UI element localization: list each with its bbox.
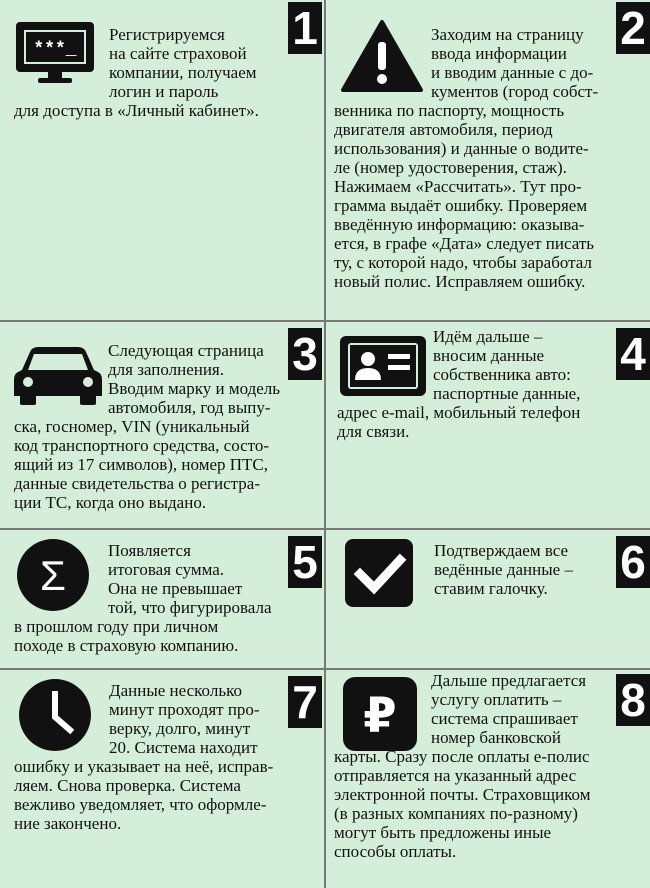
step-number: 8 — [616, 674, 650, 726]
step-text: Появляется итоговая сумма. Она не превышает той, что фигурировала в прошлом году при личном походе в страховую компанию. — [14, 541, 272, 655]
step-text: Дальше предлагается услугу оплатить – система спрашивает номер банковской карты. Сразу после оплаты е-полис отправляется на указанный адрес электронной почты. Страховщиком (в разных компаниях по-разному) могут быть предложены иные способы оплаты. — [334, 671, 591, 861]
sigma-symbol: Σ — [40, 552, 66, 599]
step-4-cell — [326, 322, 650, 528]
step-number: 3 — [288, 328, 322, 380]
step-8-cell — [326, 670, 650, 888]
step-number: 7 — [288, 676, 322, 728]
step-5-cell — [0, 530, 324, 668]
step-text: Подтверждаем все ведённые данные – ставим галочку. — [434, 541, 573, 598]
step-number: 6 — [616, 536, 650, 588]
step-number: 2 — [616, 2, 650, 54]
password-text: ***_ — [33, 40, 77, 60]
step-text: Идём дальше – вносим данные собственника авто: паспортные данные, адрес e-mail, мобильный телефон для связи. — [337, 327, 581, 441]
ruble-symbol: ₽ — [363, 688, 397, 744]
step-number: 5 — [288, 536, 322, 588]
step-text: Данные несколько минут проходят про- верку, долго, минут 20. Система находит ошибку и указывает на неё, исправ- ляем. Снова проверка. Система вежливо уведомляет, что оформле- ние закончено. — [14, 681, 274, 833]
step-6-cell — [326, 530, 650, 668]
step-text: Регистрируемся на сайте страховой компании, получаем логин и пароль для доступа в «Личный кабинет». — [14, 25, 259, 120]
step-3-cell — [0, 322, 324, 528]
step-text: Заходим на страницу ввода информации и вводим данные с до- кументов (город собст- венника по паспорту, мощность двигателя автомобиля, период использования) и данные о водите- ле (номер удостоверения, стаж). Нажимаем «Рассчитать». Тут про- грамма выдаёт ошибку. Проверяем введённую информацию: оказыва- ется, в графе «Дата» следует писать ту, с которой надо, чтобы заработал новый полис. Исправляем ошибку. — [334, 25, 599, 291]
step-2-cell — [326, 0, 650, 320]
step-7-cell — [0, 670, 324, 888]
step-text: Следующая страница для заполнения. Вводим марку и модель автомобиля, год выпу- ска, госномер, VIN (уникальный код транспортного средства, состо- ящий из 17 символов), номер ПТС, данные свидетельства о регистра- ции ТС, когда оно выдано. — [14, 341, 281, 512]
step-number: 4 — [616, 328, 650, 380]
step-1-cell — [0, 0, 324, 320]
checkmark-icon — [344, 538, 414, 608]
step-number: 1 — [288, 2, 322, 54]
